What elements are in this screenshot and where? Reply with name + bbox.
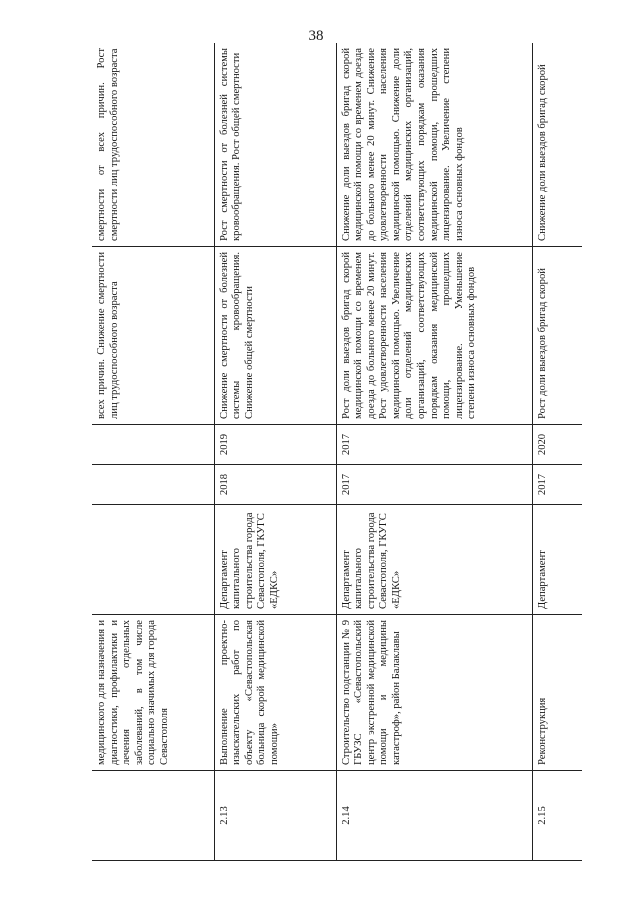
rotated-table-area bbox=[92, 43, 582, 861]
cell-start-year: 2017 bbox=[336, 465, 532, 505]
cell-start-year bbox=[92, 465, 214, 505]
cell-result-without: всех причин. Снижение смертности лиц трудоспособного возраста bbox=[92, 247, 214, 425]
cell-executor: Департамент капитального строительства города Севастополя, ГКУГС «ЕДКС» bbox=[214, 505, 336, 615]
table-row bbox=[214, 43, 336, 861]
cell-start-year: 2018 bbox=[214, 465, 336, 505]
cell-measure-name: Строительство подстанции № 9 ГБУЗС «Севастопольский центр экстренной медицинской помощи и медицины катастроф», район Балаклавы bbox=[336, 615, 532, 771]
table-row bbox=[532, 43, 582, 861]
cell-executor: Департамент капитального строительства города Севастополя, ГКУГС «ЕДКС» bbox=[336, 505, 532, 615]
cell-number bbox=[92, 771, 214, 861]
cell-start-year: 2017 bbox=[532, 465, 582, 505]
cell-executor bbox=[92, 505, 214, 615]
cell-result-without: Рост доли выездов бригад скорой медицинской помощи со временем доезда до больного менее 20 минут. Рост удовлетворенности населения медицинской помощью. Увеличение доли отделений медицинских организаций, соответствующих порядкам оказания медицинской помощи, прошедших лицензирование. Уменьшение степени износа основных фондов bbox=[336, 247, 532, 425]
cell-executor: Департамент bbox=[532, 505, 582, 615]
cell-result-without: Рост доли выездов бригад скорой bbox=[532, 247, 582, 425]
cell-end-year: 2017 bbox=[336, 425, 532, 465]
cell-number: 2.15 bbox=[532, 771, 582, 861]
cell-end-year: 2019 bbox=[214, 425, 336, 465]
cell-number: 2.13 bbox=[214, 771, 336, 861]
cell-result-without: Снижение смертности от болезней системы кровообращения. Снижение общей смертности bbox=[214, 247, 336, 425]
measures-table bbox=[92, 43, 582, 861]
cell-end-year bbox=[92, 425, 214, 465]
cell-result-with: смертности от всех причин. Рост смертности лиц трудоспособного возраста bbox=[92, 43, 214, 247]
cell-measure-name: Реконструкция bbox=[532, 615, 582, 771]
cell-result-with: Снижение доли выездов бригад скорой медицинской помощи со временем доезда до больного менее 20 минут. Снижение удовлетворенности населения медицинской помощью. Снижение доли отделений медицинских организаций, соответствующих порядкам оказания медицинской помощи, прошедших лицензирование. Увеличение степени износа основных фондов bbox=[336, 43, 532, 247]
cell-end-year: 2020 bbox=[532, 425, 582, 465]
cell-result-with: Рост смертности от болезней системы кровообращения. Рост общей смертности bbox=[214, 43, 336, 247]
cell-measure-name: Выполнение проектно-изыскательских работ по объекту «Севастопольская больница скорой медицинской помощи» bbox=[214, 615, 336, 771]
table-row bbox=[92, 43, 214, 861]
cell-number: 2.14 bbox=[336, 771, 532, 861]
table-row bbox=[336, 43, 532, 861]
cell-measure-name: медицинского для назначения и диагностики, профилактики и лечения отдельных заболеваний, в том числе социально значимых для города Севастополя bbox=[92, 615, 214, 771]
cell-result-with: Снижение доли выездов бригад скорой bbox=[532, 43, 582, 247]
page-number: 38 bbox=[308, 28, 324, 44]
